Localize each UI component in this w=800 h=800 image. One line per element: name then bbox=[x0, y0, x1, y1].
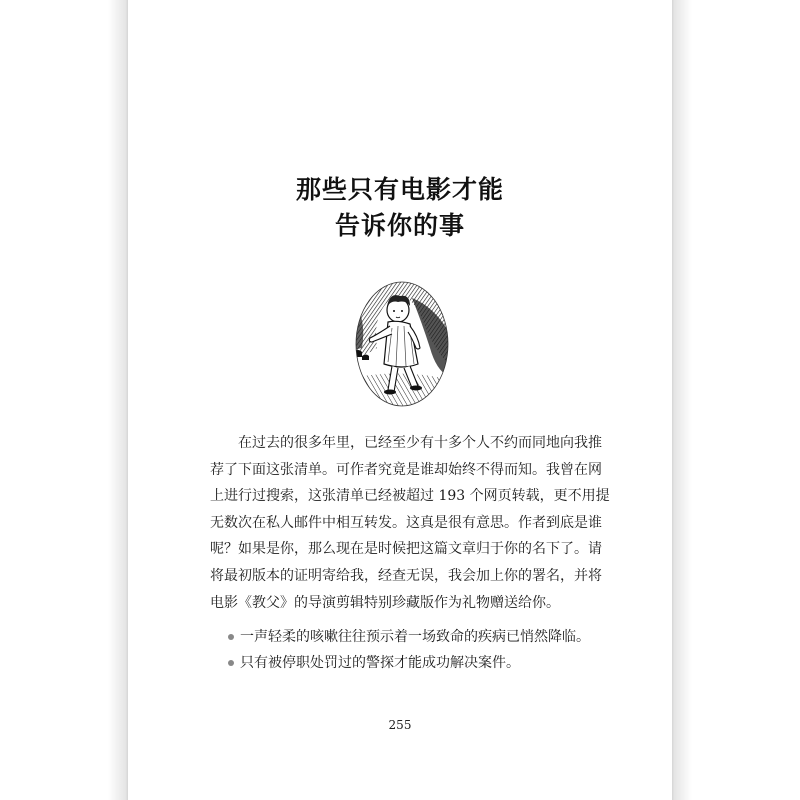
page-shadow-right bbox=[670, 0, 692, 800]
book-page bbox=[128, 0, 672, 800]
body-line: 上进行过搜索，这张清单已经被超过 193 个网页转载，更不用提 bbox=[210, 488, 610, 505]
chapter-title bbox=[128, 172, 672, 244]
list-item-text: 只有被停职处罚过的警探才能成功解决案件。 bbox=[240, 655, 520, 671]
chapter-title-line-2: 告诉你的事 bbox=[334, 211, 465, 240]
body-line: 无数次在私人邮件中相互转发。这真是很有意思。作者到底是谁 bbox=[210, 514, 602, 531]
body-line: 电影《教父》的导演剪辑特别珍藏版作为礼物赠送给你。 bbox=[210, 594, 560, 611]
chapter-title-line-1: 那些只有电影才能 bbox=[295, 175, 504, 204]
list-item bbox=[228, 650, 608, 676]
page-number: 255 bbox=[388, 718, 412, 732]
engraving-child-walking-icon bbox=[352, 278, 452, 410]
list-item-text: 一声轻柔的咳嗽往往预示着一场致命的疾病已悄然降临。 bbox=[240, 629, 590, 645]
body-line: 呢？如果是你，那么现在是时候把这篇文章归于你的名下了。请 bbox=[210, 541, 602, 558]
page-shadow-left bbox=[108, 0, 130, 800]
list-item bbox=[228, 624, 608, 650]
bullet-list bbox=[228, 624, 608, 676]
bullet-icon bbox=[228, 634, 234, 640]
body-line: 在过去的很多年里，已经至少有十多个人不约而同地向我推 bbox=[238, 435, 602, 451]
body-paragraph bbox=[210, 430, 610, 616]
body-line: 荐了下面这张清单。可作者究竟是谁却始终不得而知。我曾在网 bbox=[210, 461, 602, 478]
body-line: 将最初版本的证明寄给我，经查无误，我会加上你的署名，并将 bbox=[210, 567, 602, 584]
bullet-icon bbox=[228, 660, 234, 666]
